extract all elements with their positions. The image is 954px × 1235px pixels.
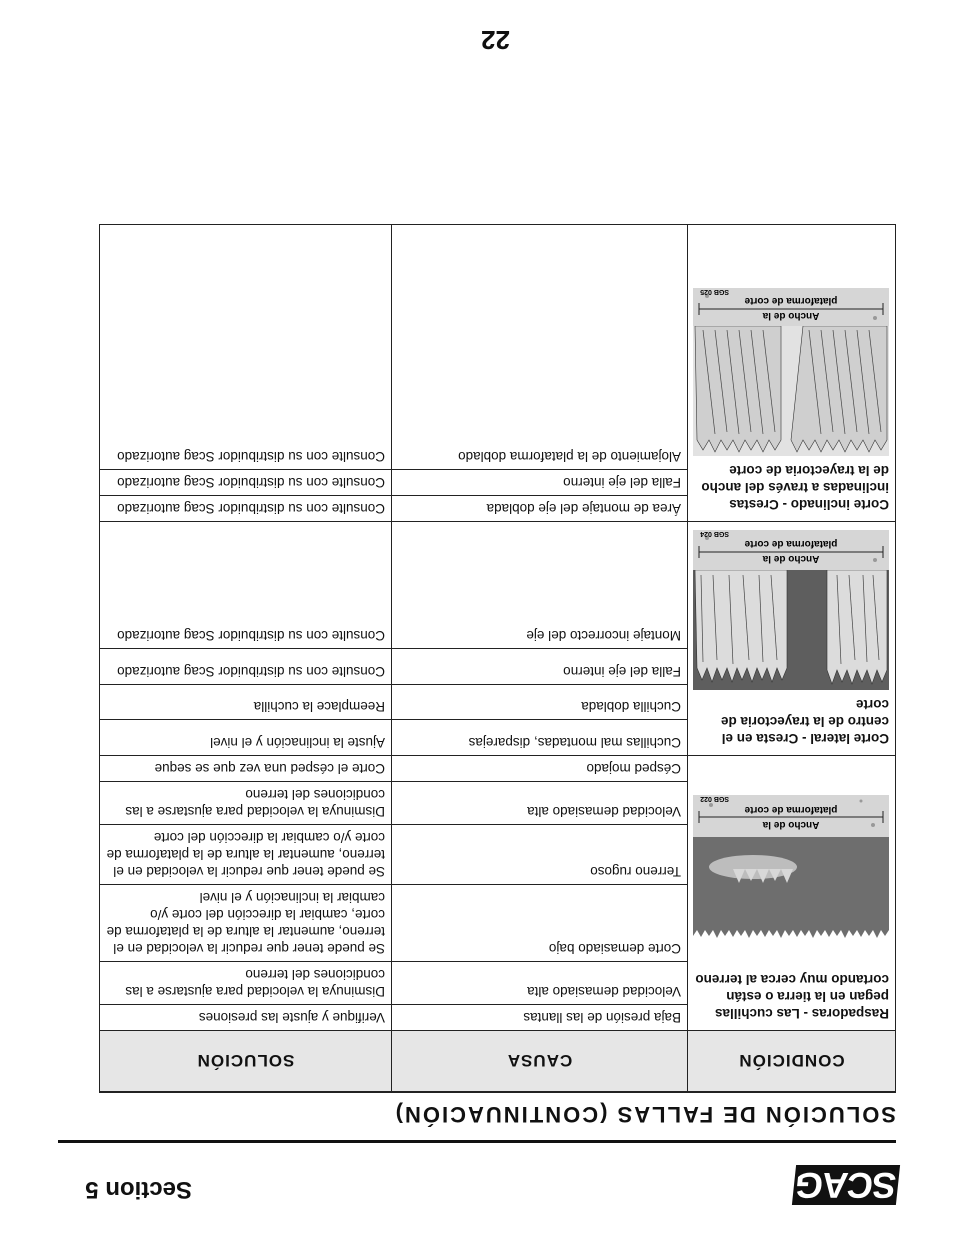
solution-cell: Corte el césped una vez que se seque bbox=[100, 756, 392, 782]
solution-cell: Se puede tener que reducir la velocidad en el terreno, aumentar la altura de la plataforma de corte y/o cambiar la dirección del corte bbox=[100, 825, 392, 885]
cause-cell: Alojamiento de la plataforma doblado bbox=[392, 225, 688, 470]
illus-width-label: plataforma de corte bbox=[744, 538, 838, 549]
scag-logo: SCAG bbox=[793, 1165, 899, 1206]
cause-cell: Terreno rugoso bbox=[392, 825, 688, 885]
condition-text: Raspadoras - Las cuchillas pegan en la tierra o están cortando muy cerca al terreno bbox=[695, 972, 889, 1021]
illus-width-label: plataforma de corte bbox=[744, 295, 838, 306]
solution-cell: Reemplace la cuchilla bbox=[100, 684, 392, 720]
illus-width-label: Ancho de la bbox=[762, 553, 820, 564]
solution-cell: Consulte con su distribuidor Scag autorizado bbox=[100, 649, 392, 685]
cause-cell: Cuchillas mal montadas, disparejas bbox=[392, 720, 688, 756]
cause-cell: Falla del eje interno bbox=[392, 649, 688, 685]
solution-cell: Consulte con su distribuidor Scag autorizado bbox=[100, 225, 392, 470]
header-rule bbox=[58, 1140, 896, 1143]
table-row bbox=[100, 496, 896, 522]
page-number: 22 bbox=[481, 25, 510, 55]
cause-cell: Corte demasiado bajo bbox=[392, 885, 688, 962]
column-header-solution: SOLUCIÓN bbox=[100, 1031, 392, 1093]
page-title: SOLUCIÓN DE FALLAS (CONTINUACIÓN) bbox=[393, 1102, 896, 1127]
table-row bbox=[100, 720, 896, 756]
illus-code: SGB 024 bbox=[700, 530, 729, 537]
cause-cell: Baja presión de las llantas bbox=[392, 1005, 688, 1031]
section-label: Section 5 bbox=[85, 1176, 192, 1203]
solution-cell: Disminuya la velocidad para ajustarse a las condiciones del terreno bbox=[100, 782, 392, 825]
cause-cell: Falla del eje interno bbox=[392, 470, 688, 496]
column-header-condition: CONDICIÓN bbox=[688, 1031, 896, 1093]
scalping-illustration bbox=[693, 795, 889, 965]
side-cut-ridge-illustration bbox=[693, 530, 889, 690]
slanted-cut-ridge-illustration bbox=[693, 288, 889, 456]
solution-cell: Verifique y ajuste las presiones bbox=[100, 1005, 392, 1031]
solution-cell: Se puede tener que reducir la velocidad en el terreno, aumentar la altura de la plataforma de corte, cambiar la dirección del corte y/o cambiar la inclinación y el nivel bbox=[100, 885, 392, 962]
illus-code: SGB 022 bbox=[700, 795, 729, 802]
illus-width-label: plataforma de corte bbox=[744, 804, 838, 815]
cause-cell: Velocidad demasiado alta bbox=[392, 962, 688, 1005]
cause-cell: Velocidad demasiado alta bbox=[392, 782, 688, 825]
solution-cell: Consulte con su distribuidor Scag autorizado bbox=[100, 470, 392, 496]
illus-width-label: Ancho de la bbox=[762, 819, 820, 830]
condition-text: Corte inclinado - Crestas inclinadas a través del ancho de la trayectoria de corte bbox=[701, 463, 889, 512]
condition-cell bbox=[688, 522, 896, 756]
condition-cell bbox=[688, 756, 896, 1031]
solution-cell: Consulte con su distribuidor Scag autorizado bbox=[100, 522, 392, 649]
solution-cell: Disminuya la velocidad para ajustarse a las condiciones del terreno bbox=[100, 962, 392, 1005]
condition-cell bbox=[688, 225, 896, 522]
cause-cell: Cuchilla doblada bbox=[392, 684, 688, 720]
table-row bbox=[100, 1005, 896, 1031]
condition-text: Corte lateral - Cresta en el centro de la trayectoria de corte bbox=[720, 697, 889, 746]
troubleshooting-table bbox=[99, 224, 896, 1093]
cause-cell: Área de montaje del eje doblada bbox=[392, 496, 688, 522]
solution-cell: Ajuste la inclinación y el nivel bbox=[100, 720, 392, 756]
illus-width-label: Ancho de la bbox=[762, 310, 820, 321]
solution-cell: Consulte con su distribuidor Scag autorizado bbox=[100, 496, 392, 522]
cause-cell: Montaje incorrecto del eje bbox=[392, 522, 688, 649]
illus-code: SGB 025 bbox=[700, 288, 729, 295]
table-header-row bbox=[100, 1031, 896, 1093]
cause-cell: Césped mojado bbox=[392, 756, 688, 782]
column-header-cause: CAUSA bbox=[392, 1031, 688, 1093]
